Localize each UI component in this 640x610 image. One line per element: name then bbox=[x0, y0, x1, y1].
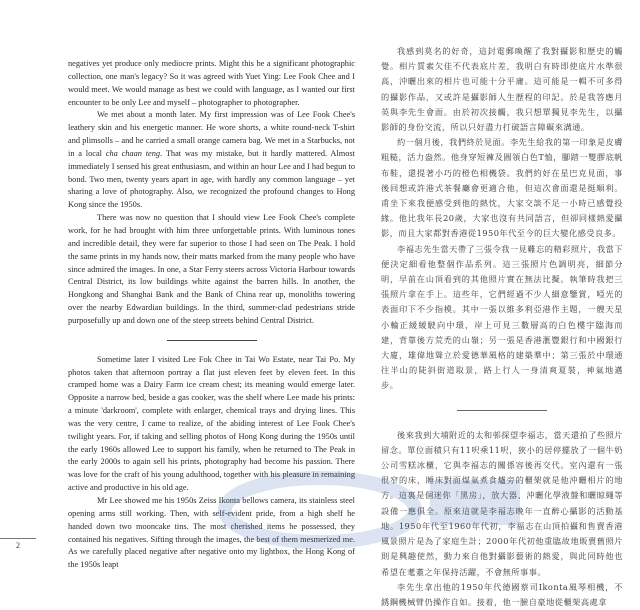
english-paragraph-2 bbox=[68, 109, 355, 212]
chinese-paragraph-2: 約一個月後，我們終於見面。李先生給我的第一印象是皮膚粗糙，活力盎然。他身穿短褲及圓領白色T恤，腳踏一雙膠底帆布鞋，還提著小巧的橙色相機袋。我們約好在星巴克見面，事後回想或許港式茶餐廳會更適合他，但這次會面還是挺順利。甫坐下來我便感受到他的熱忱，大家交談不足一小時已感覺投緣。他比我年長20歲，大家也沒有共同語言，但卻同樣熱愛攝影，而且大家都對香港從1950年代至今的巨大變化感受良多。 bbox=[381, 137, 623, 239]
chinese-paragraph-4: 後來我到大埔附近的太和邨探望李福志，當天還拍了些照片留念。單位面積只有11呎乘11呎，狹小的居停擺放了一個牛奶公司雪糕冰櫃，它與李福志的關係容後再交代。室內還有一張很窄的床，睡床對面煤氣煮食爐旁的櫃架就是他沖曬相片的地方。這裏是個迷你「黑房」，放大器、沖曬化學液盤和曬晾繩等設備一應俱全。原來這就是李福志晚年一直醉心攝影的活動基地。1950年代至1960年代初，李福志在山頂拍攝和售賣香港風景照片是為了家庭生計；2000年代初他重臨故地販賣舊照片則是興趣使然，動力來自他對攝影藝術的熱愛，與此同時他也希望在耄耋之年保持活躍，不會無所事事。 bbox=[381, 429, 623, 577]
english-paragraph-1: negatives yet produce only mediocre prints. Might this be a significant photographic collection, one man's legacy? So it was agreed with Yuet Ying: Lee Fook Chee and I would meet. We would manage as best we could with language, as I wanted our first encounter to be only Lee and myself – photographer to photographer. bbox=[68, 59, 355, 107]
english-paragraph-5: Mr Lee showed me his 1950s Zeiss Ikonta bellows camera, its stainless steel opening arms still working. Then, with self-evident pride, from a high shelf he handed down two mooncake tins. The most cherished items he possessed, they contained his negatives. Sifting through the images, the best of them mesmerized me. As we carefully placed negative after negative onto my lightbox, the Hong Kong of the 1950s leapt bbox=[68, 496, 355, 570]
chinese-text-column bbox=[381, 44, 623, 610]
english-paragraph-3: There was now no question that I should view Lee Fook Chee's complete work, for he had brought with him three unforgettable prints. With luminous tones and incredible detail, they were far superior to those I had seen on The Peak. I hold the same prints in my hands now, their matts marked from the many people who have since admired the images. In one, a Star Ferry steers across Victoria Harbour towards Central District, its low buildings white against the barren hills. In another, the Hongkong and Shanghai Bank and the Bank of China rear up, monoliths towering over the nearby Edwardian buildings. In the third, summer-clad pedestrians stride purposefully up and down one of the steep streets behind Central District. bbox=[68, 213, 355, 325]
english-text-column bbox=[68, 58, 355, 572]
cha-chaan-teng-term: cha chaan teng bbox=[105, 148, 161, 158]
section-divider bbox=[457, 410, 547, 411]
english-paragraph-2-start: We met about a month later. My first impression was of Lee Fook Chee's leathery skin and his energetic manner. He wore shorts, a white round-neck T-shirt and plimsolls – and he carried a small orange camera bag. We met in a Starbucks, not in a local bbox=[68, 110, 355, 158]
english-paragraph-2-rest: . That was my mistake, but it hardly mattered. Almost immediately I sensed his great enthusiasm, and within an hour Lee and I had begun to bond. Two men, twenty years apart in age, with hardly any common language – yet sharing a love of photography. Also, we recognized the profound changes to Hong Kong since the 1950s. bbox=[68, 148, 355, 210]
chinese-paragraph-3: 李福志先生當天帶了三張令我一見難忘的精彩照片，我當下便決定細看他整個作品系列。這三張照片色調明亮，細節分明，早前在山頂看到的其他照片實在無法比擬。執筆時我把三張照片拿在手上。這些年，它們經過不少人細意鑒賞，啞光的表面印下不少指模。其中一張以維多利亞港作主題，一艘天星小輪正緩緩駛向中環，岸上可見三數層高的白色樓宇臨海而建，背靠後方荒禿的山嶺；另一張是香港滙豐銀行和中國銀行大廈，雄偉地聳立於愛德華風格的建築羣中；第三張於中環通往半山的陡斜街道取景，路上行人一身清爽夏裝，神氣地邁步。 bbox=[381, 243, 623, 391]
page-number: 2 bbox=[16, 541, 20, 550]
english-paragraph-4: Sometime later I visited Lee Fok Chee in Tai Wo Estate, near Tai Po. My photos taken that afternoon portray a flat just eleven feet by eleven feet. In this cramped home was a Dairy Farm ice cream chest; its meaning would emerge later. Opposite a narrow bed, beside a gas cooker, was the shelf where Lee made his prints: a minute 'darkroom', complete with enlarger, chemical trays and drying lines. This was the very centre, I came to realize, of the abiding interest of Lee Fook Chee's twilight years. For, if taking and selling photos of Hong Kong during the 1950s until the early 1960s allowed Lee to support his family, when he returned to The Peak in the early 2000s to again sell his prints, photography had become his passion. There was love for the craft of his young adulthood, together with his pleasure in remaining active and productive in his old age. bbox=[68, 354, 355, 493]
chinese-paragraph-5: 李先生拿出他的1950年代德國蔡司Ikonta風琴相機，不銹鋼機械臂仍操作自如。接着，他一臉自豪地從櫃架高處拿 bbox=[381, 581, 623, 607]
chinese-paragraph-1: 我感到莫名的好奇，這封電郵喚醒了我對攝影和歷史的觸覺。相片質素欠佳不代表底片差，我明白有時即使底片水準很高，沖曬出來的相片也可能十分平庸。這可能是一輯不可多得的攝影作品，又或許是攝影師人生歷程的印記。於是我答應月英與李先生會面。由於初次接觸，我只想單獨見李先生，以攝影師的身份交流，所以只好盡力打破語言障礙來溝通。 bbox=[381, 46, 623, 133]
section-divider bbox=[167, 340, 257, 341]
footer-rule bbox=[0, 538, 36, 539]
